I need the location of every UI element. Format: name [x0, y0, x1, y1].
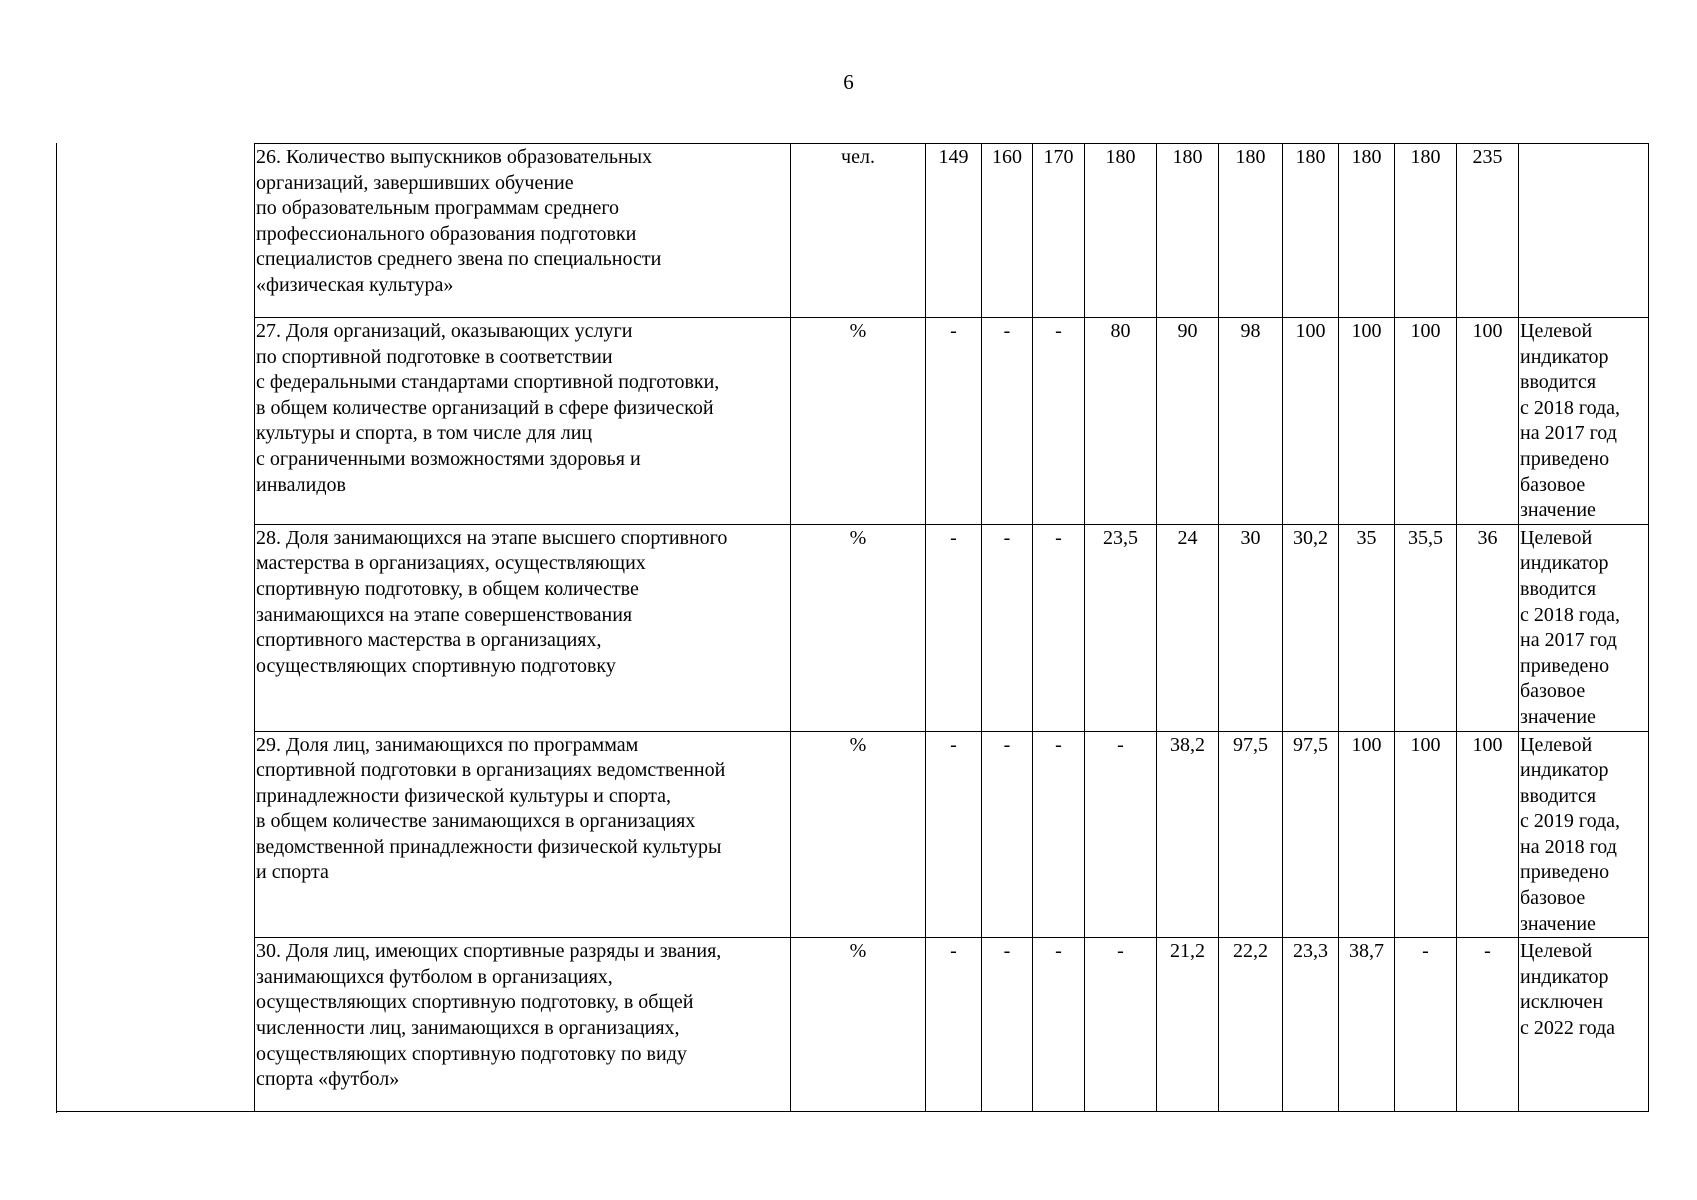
value-cell: 180	[1283, 144, 1339, 318]
page-number: 6	[843, 70, 854, 94]
value-cell: -	[1033, 731, 1085, 938]
value-cell: 100	[1339, 731, 1395, 938]
value-cell: -	[982, 731, 1033, 938]
value-cell: 180	[1339, 144, 1395, 318]
indicator-name: 27. Доля организаций, оказывающих услуги по спортивной подготовке в соответствии с федеральными стандартами спортивной подготовки, в общем количестве организаций в сфере физической культуры и спорта, в том числе для лиц с ограниченными возможностями здоровья и инвалидов	[255, 318, 791, 525]
indicators-table	[254, 143, 1649, 1112]
note-cell: Целевой индикатор вводится с 2018 года, на 2017 год приведено базовое значение	[1519, 318, 1649, 525]
value-cell: -	[926, 731, 982, 938]
note-cell: Целевой индикатор исключен с 2022 года	[1519, 938, 1649, 1112]
table-row	[255, 524, 1649, 731]
value-cell: 80	[1085, 318, 1157, 525]
value-cell: 36	[1457, 524, 1519, 731]
indicator-name: 26. Количество выпускников образовательных организаций, завершивших обучение по образовательным программам среднего профессионального образования подготовки специалистов среднего звена по специальности «физическая культура»	[255, 144, 791, 318]
value-cell: 170	[1033, 144, 1085, 318]
table-row	[255, 731, 1649, 938]
value-cell: -	[1033, 938, 1085, 1112]
value-cell: 149	[926, 144, 982, 318]
value-cell: 21,2	[1157, 938, 1219, 1112]
indicator-name: 29. Доля лиц, занимающихся по программам спортивной подготовки в организациях ведомственной принадлежности физической культуры и спорта, в общем количестве занимающихся в организациях ведомственной принадлежности физической культуры и спорта	[255, 731, 791, 938]
value-cell: 100	[1395, 731, 1457, 938]
value-cell: -	[982, 524, 1033, 731]
value-cell: 38,2	[1157, 731, 1219, 938]
indicator-unit: %	[791, 938, 926, 1112]
value-cell: 97,5	[1219, 731, 1283, 938]
value-cell: 100	[1457, 318, 1519, 525]
bottom-left-border-line	[56, 1111, 256, 1112]
table-row	[255, 318, 1649, 525]
value-cell: 22,2	[1219, 938, 1283, 1112]
note-cell	[1519, 144, 1649, 318]
value-cell: 98	[1219, 318, 1283, 525]
value-cell: 180	[1395, 144, 1457, 318]
value-cell: 160	[982, 144, 1033, 318]
value-cell: -	[1033, 524, 1085, 731]
value-cell: 23,5	[1085, 524, 1157, 731]
value-cell: 180	[1085, 144, 1157, 318]
value-cell: -	[1085, 938, 1157, 1112]
indicator-unit: %	[791, 731, 926, 938]
indicator-unit: %	[791, 318, 926, 525]
value-cell: 100	[1395, 318, 1457, 525]
value-cell: 100	[1283, 318, 1339, 525]
value-cell: 24	[1157, 524, 1219, 731]
value-cell: 180	[1219, 144, 1283, 318]
value-cell: 235	[1457, 144, 1519, 318]
value-cell: 35	[1339, 524, 1395, 731]
indicator-name: 28. Доля занимающихся на этапе высшего спортивного мастерства в организациях, осуществляющих спортивную подготовку, в общем количестве занимающихся на этапе совершенствования спортивного мастерства в организациях, осуществляющих спортивную подготовку	[255, 524, 791, 731]
value-cell: 100	[1457, 731, 1519, 938]
value-cell: 30,2	[1283, 524, 1339, 731]
value-cell: -	[982, 318, 1033, 525]
value-cell: -	[926, 318, 982, 525]
value-cell: -	[1457, 938, 1519, 1112]
value-cell: 38,7	[1339, 938, 1395, 1112]
indicator-unit: чел.	[791, 144, 926, 318]
value-cell: 30	[1219, 524, 1283, 731]
table-row	[255, 938, 1649, 1112]
value-cell: 90	[1157, 318, 1219, 525]
value-cell: 180	[1157, 144, 1219, 318]
value-cell: 23,3	[1283, 938, 1339, 1112]
indicator-unit: %	[791, 524, 926, 731]
value-cell: -	[926, 938, 982, 1112]
note-cell: Целевой индикатор вводится с 2019 года, на 2018 год приведено базовое значение	[1519, 731, 1649, 938]
value-cell: 97,5	[1283, 731, 1339, 938]
table-row	[255, 144, 1649, 318]
value-cell: 100	[1339, 318, 1395, 525]
left-border-line	[56, 143, 57, 1113]
value-cell: -	[1085, 731, 1157, 938]
indicator-name: 30. Доля лиц, имеющих спортивные разряды и звания, занимающихся футболом в организациях, осуществляющих спортивную подготовку, в общей численности лиц, занимающихся в организациях, осуществляющих спортивную подготовку по виду спорта «футбол»	[255, 938, 791, 1112]
value-cell: -	[1395, 938, 1457, 1112]
value-cell: -	[926, 524, 982, 731]
value-cell: -	[982, 938, 1033, 1112]
note-cell: Целевой индикатор вводится с 2018 года, на 2017 год приведено базовое значение	[1519, 524, 1649, 731]
value-cell: -	[1033, 318, 1085, 525]
value-cell: 35,5	[1395, 524, 1457, 731]
